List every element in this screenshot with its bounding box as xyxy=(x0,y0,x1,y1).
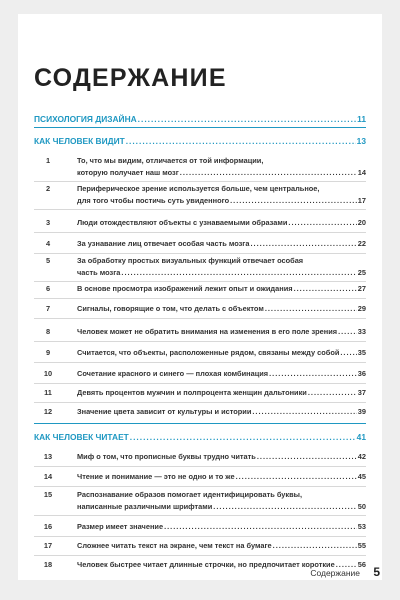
row-divider xyxy=(34,383,366,384)
leader-dots xyxy=(213,502,356,511)
leader-dots xyxy=(164,522,357,531)
entry-title: Люди отождествляют объекты с узнаваемыми образами xyxy=(77,218,288,227)
leader-dots xyxy=(269,369,357,378)
entry-title: Чтение и понимание — это не одно и то же xyxy=(77,472,235,481)
entry-number: 13 xyxy=(43,452,53,461)
entry-page: 39 xyxy=(357,407,366,416)
entry-row xyxy=(77,284,366,293)
entry-number: 17 xyxy=(43,541,53,550)
row-divider xyxy=(34,536,366,537)
entry-page: 56 xyxy=(357,560,366,569)
toc-section xyxy=(34,136,366,150)
section-divider xyxy=(34,127,366,128)
entry-number: 9 xyxy=(45,348,51,357)
entry-row xyxy=(77,327,366,336)
entry-page: 22 xyxy=(357,239,366,248)
leader-dots xyxy=(180,168,357,177)
entry-number: 10 xyxy=(43,369,53,378)
entry-number: 5 xyxy=(45,256,51,265)
entry-title-line2: для того чтобы постичь суть увиденного xyxy=(77,196,230,205)
entry-title: Сочетание красного и синего — плохая комбинация xyxy=(77,369,269,378)
entry-title: За узнавание лиц отвечает особая часть мозга xyxy=(77,239,250,248)
leader-dots xyxy=(257,452,357,461)
entry-row xyxy=(77,348,366,357)
entry-title: Сложнее читать текст на экране, чем текст на бумаге xyxy=(77,541,272,550)
entry-row xyxy=(77,388,366,397)
entry-page: 35 xyxy=(357,348,366,357)
entry-row xyxy=(77,304,366,313)
entry-row xyxy=(77,541,366,550)
running-footer-label: Содержание xyxy=(310,568,360,578)
entry-row xyxy=(77,452,366,461)
entry-page: 33 xyxy=(357,327,366,336)
page-title: СОДЕРЖАНИЕ xyxy=(34,64,227,92)
row-divider xyxy=(34,515,366,516)
entry-row xyxy=(77,522,366,531)
leader-dots xyxy=(294,284,357,293)
entry-row xyxy=(77,239,366,248)
leader-dots xyxy=(121,268,356,277)
entry-row xyxy=(77,268,366,277)
entry-number: 18 xyxy=(43,560,53,569)
entry-title: Девять процентов мужчин и полпроцента женщин дальтоники xyxy=(77,388,307,397)
entry-number: 11 xyxy=(44,388,52,397)
leader-dots xyxy=(288,218,356,227)
entry-page: 27 xyxy=(357,284,366,293)
entry-number: 8 xyxy=(45,327,51,336)
row-divider xyxy=(34,253,366,254)
row-divider xyxy=(34,555,366,556)
leader-dots xyxy=(265,304,357,313)
row-divider xyxy=(34,362,366,363)
entry-title: Размер имеет значение xyxy=(77,522,164,531)
entry-page: 50 xyxy=(357,502,366,511)
entry-page: 25 xyxy=(357,268,366,277)
row-divider xyxy=(34,298,366,299)
leader-dots xyxy=(308,388,357,397)
leader-dots xyxy=(230,196,357,205)
section-page: 13 xyxy=(356,136,366,146)
entry-title: Человек быстрее читает длинные строчки, но предпочитает короткие xyxy=(77,560,335,569)
row-divider xyxy=(34,281,366,282)
toc-section xyxy=(34,114,366,128)
entry-title: Значение цвета зависит от культуры и истории xyxy=(77,407,252,416)
entry-page: 20 xyxy=(357,218,366,227)
entry-number: 7 xyxy=(45,304,51,313)
entry-page: 36 xyxy=(357,369,366,378)
leader-dots xyxy=(236,472,357,481)
leader-dots xyxy=(338,327,357,336)
row-divider xyxy=(34,181,366,182)
leader-dots xyxy=(340,348,356,357)
entry-number: 15 xyxy=(43,490,53,499)
entry-title-line2: часть мозга xyxy=(77,268,121,277)
entry-title-line2: написанные различными шрифтами xyxy=(77,502,213,511)
entry-page: 53 xyxy=(357,522,366,531)
section-page: 11 xyxy=(357,114,366,124)
section-page: 41 xyxy=(356,432,366,442)
entry-title: Человек может не обратить внимания на изменения в его поле зрения xyxy=(77,327,338,336)
section-divider xyxy=(34,423,366,424)
entry-number: 14 xyxy=(43,472,53,481)
entry-row xyxy=(77,168,366,177)
section-title: КАК ЧЕЛОВЕК ЧИТАЕТ xyxy=(34,432,129,442)
entry-title: Считается, что объекты, расположенные рядом, связаны между собой xyxy=(77,348,340,357)
entry-row xyxy=(77,218,366,227)
row-divider xyxy=(34,466,366,467)
entry-page: 42 xyxy=(357,452,366,461)
entry-title-line1: Периферическое зрение используется больше, чем центральное, xyxy=(77,184,320,193)
leader-dots xyxy=(273,541,357,550)
book-page xyxy=(18,14,382,580)
entry-row xyxy=(77,472,366,481)
entry-number: 3 xyxy=(45,218,51,227)
entry-title-line1: За обработку простых визуальных функций отвечает особая xyxy=(77,256,304,265)
entry-row xyxy=(77,369,366,378)
entry-title-line1: Распознавание образов помогает идентифицировать буквы, xyxy=(77,490,302,499)
entry-number: 4 xyxy=(45,239,51,248)
row-divider xyxy=(34,341,366,342)
entry-row xyxy=(77,502,366,511)
page-number: 5 xyxy=(373,565,380,579)
entry-page: 29 xyxy=(357,304,366,313)
entry-page: 45 xyxy=(357,472,366,481)
section-title: КАК ЧЕЛОВЕК ВИДИТ xyxy=(34,136,125,146)
row-divider xyxy=(34,402,366,403)
leader-dots xyxy=(250,239,356,248)
leader-dots xyxy=(252,407,356,416)
entry-number: 1 xyxy=(45,156,51,165)
entry-title: В основе просмотра изображений лежит опыт и ожидания xyxy=(77,284,293,293)
entry-number: 16 xyxy=(43,522,53,531)
entry-title-line1: То, что мы видим, отличается от той информации, xyxy=(77,156,264,165)
entry-page: 55 xyxy=(357,541,366,550)
entry-number: 6 xyxy=(45,284,51,293)
row-divider xyxy=(34,318,366,319)
leader-dots xyxy=(138,114,356,124)
toc-section xyxy=(34,432,366,446)
leader-dots xyxy=(126,136,356,146)
entry-number: 12 xyxy=(43,407,53,416)
entry-title-line2: которую получает наш мозг xyxy=(77,168,179,177)
row-divider xyxy=(34,209,366,210)
entry-title: Сигналы, говорящие о том, что делать с объектом xyxy=(77,304,264,313)
entry-page: 14 xyxy=(357,168,366,177)
row-divider xyxy=(34,232,366,233)
entry-row xyxy=(77,407,366,416)
row-divider xyxy=(34,486,366,487)
leader-dots xyxy=(130,432,356,442)
entry-number: 2 xyxy=(45,184,51,193)
entry-title: Миф о том, что прописные буквы трудно читать xyxy=(77,452,256,461)
entry-page: 17 xyxy=(357,196,366,205)
entry-page: 37 xyxy=(357,388,366,397)
entry-row xyxy=(77,196,366,205)
section-title: ПСИХОЛОГИЯ ДИЗАЙНА xyxy=(34,114,137,124)
